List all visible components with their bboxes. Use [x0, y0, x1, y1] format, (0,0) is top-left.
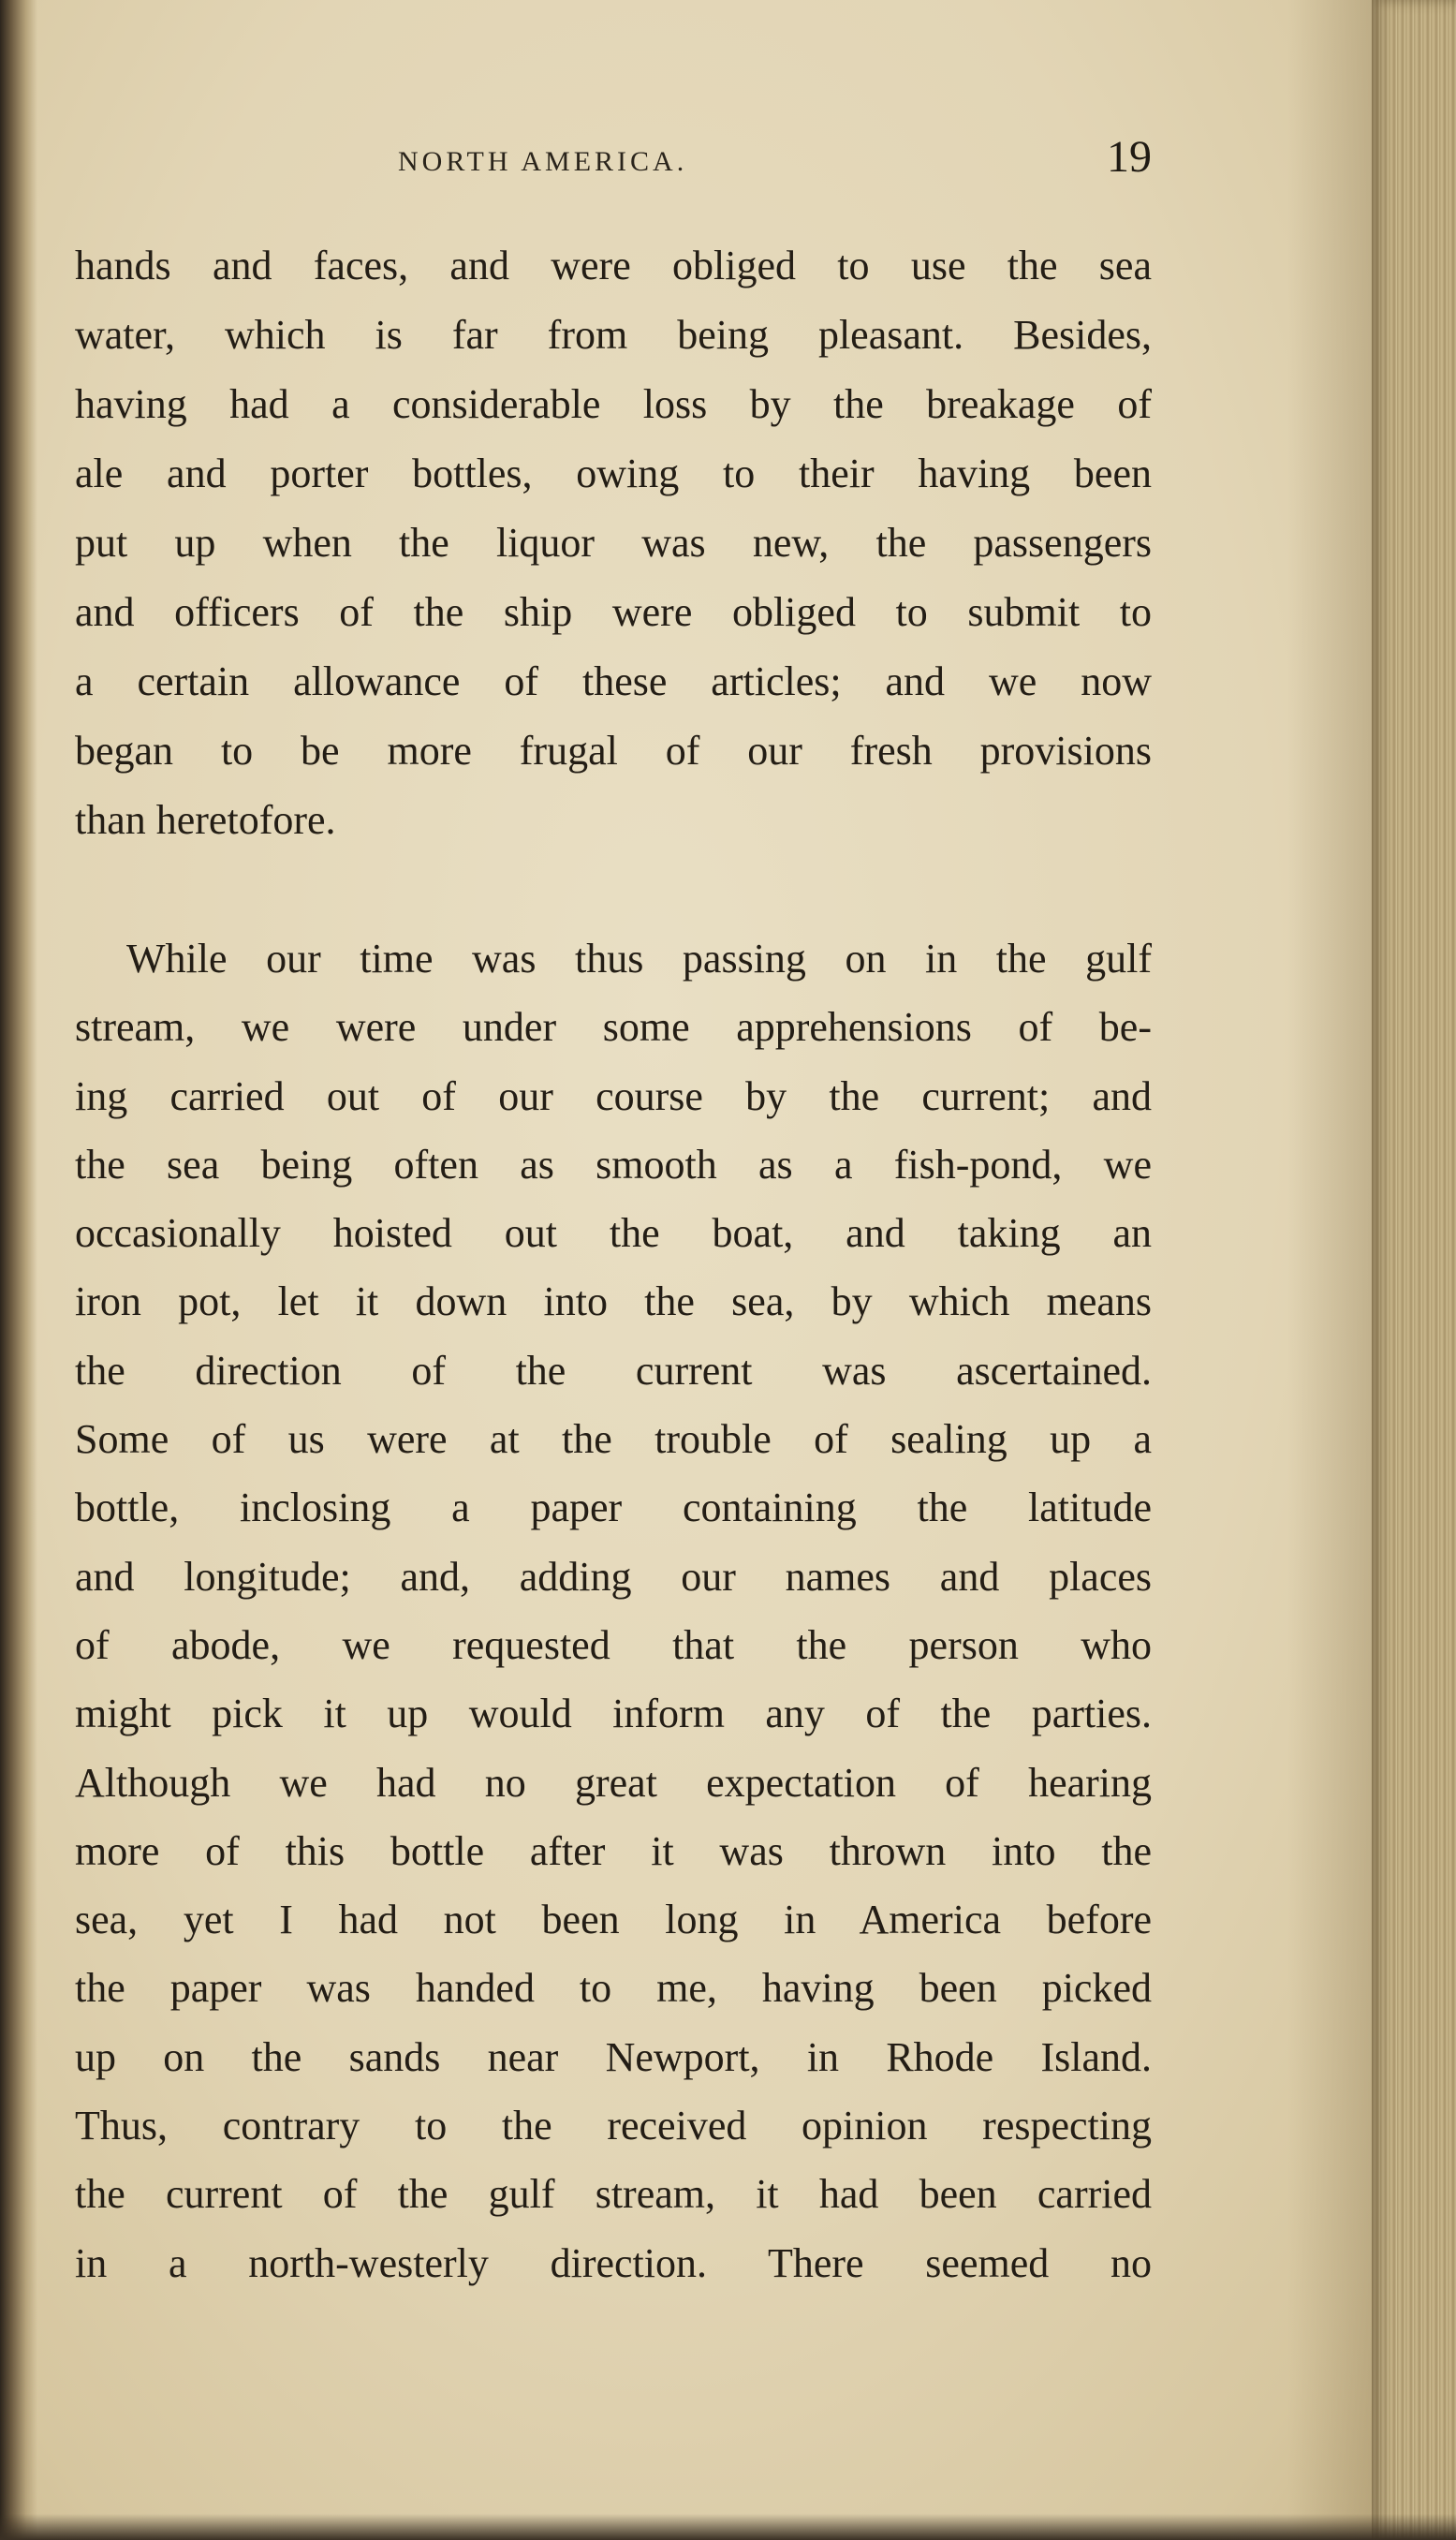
page-header — [75, 131, 1152, 187]
text-line: having had a considerable loss by the breakage of — [75, 384, 1152, 427]
text-line: began to be more frugal of our fresh provisions — [75, 731, 1152, 774]
text-line: the direction of the current was ascertained. — [75, 1350, 1152, 1394]
page-number: 19 — [1107, 132, 1152, 182]
text-line: Thus, contrary to the received opinion respecting — [75, 2105, 1152, 2149]
text-line: iron pot, let it down into the sea, by which means — [75, 1281, 1152, 1325]
page-curl-shadow — [1287, 0, 1372, 2540]
text-line: more of this bottle after it was thrown into the — [75, 1830, 1152, 1874]
text-line: ale and porter bottles, owing to their having been — [75, 453, 1152, 496]
text-line: in a north-westerly direction. There seemed no — [75, 2242, 1152, 2286]
text-line: Although we had no great expectation of hearing — [75, 1762, 1152, 1806]
text-line: and officers of the ship were obliged to submit to — [75, 592, 1152, 635]
text-line: up on the sands near Newport, in Rhode Island. — [75, 2036, 1152, 2080]
text-line: put up when the liquor was new, the passengers — [75, 523, 1152, 566]
page-bottom-edge — [0, 2514, 1456, 2540]
text-line: than heretofore. — [75, 800, 336, 843]
text-line: a certain allowance of these articles; and we now — [75, 661, 1152, 704]
paragraph-1 — [75, 245, 1152, 869]
text-line: of abode, we requested that the person who — [75, 1624, 1152, 1668]
text-line: and longitude; and, adding our names and places — [75, 1556, 1152, 1600]
text-line: ing carried out of our course by the current; and — [75, 1075, 1152, 1119]
text-line: hands and faces, and were obliged to use the sea — [75, 245, 1152, 288]
text-line: Some of us were at the trouble of sealing up a — [75, 1419, 1152, 1463]
text-line: While our time was thus passing on in the gulf — [126, 938, 1152, 982]
page-gutter-shadow — [0, 0, 37, 2540]
text-line: the paper was handed to me, having been picked — [75, 1968, 1152, 2012]
running-head: NORTH AMERICA. — [398, 146, 688, 177]
text-line: sea, yet I had not been long in America before — [75, 1899, 1152, 1943]
text-line: the sea being often as smooth as a fish-pond, we — [75, 1144, 1152, 1188]
text-line: water, which is far from being pleasant. Besides, — [75, 315, 1152, 358]
text-line: the current of the gulf stream, it had been carried — [75, 2174, 1152, 2218]
text-line: might pick it up would inform any of the parties. — [75, 1693, 1152, 1737]
page-stack-edge — [1372, 0, 1456, 2540]
paragraph-2 — [75, 938, 1152, 2311]
text-line: bottle, inclosing a paper containing the latitude — [75, 1487, 1152, 1531]
text-line: occasionally hoisted out the boat, and taking an — [75, 1213, 1152, 1257]
text-line: stream, we were under some apprehensions of be- — [75, 1007, 1152, 1051]
